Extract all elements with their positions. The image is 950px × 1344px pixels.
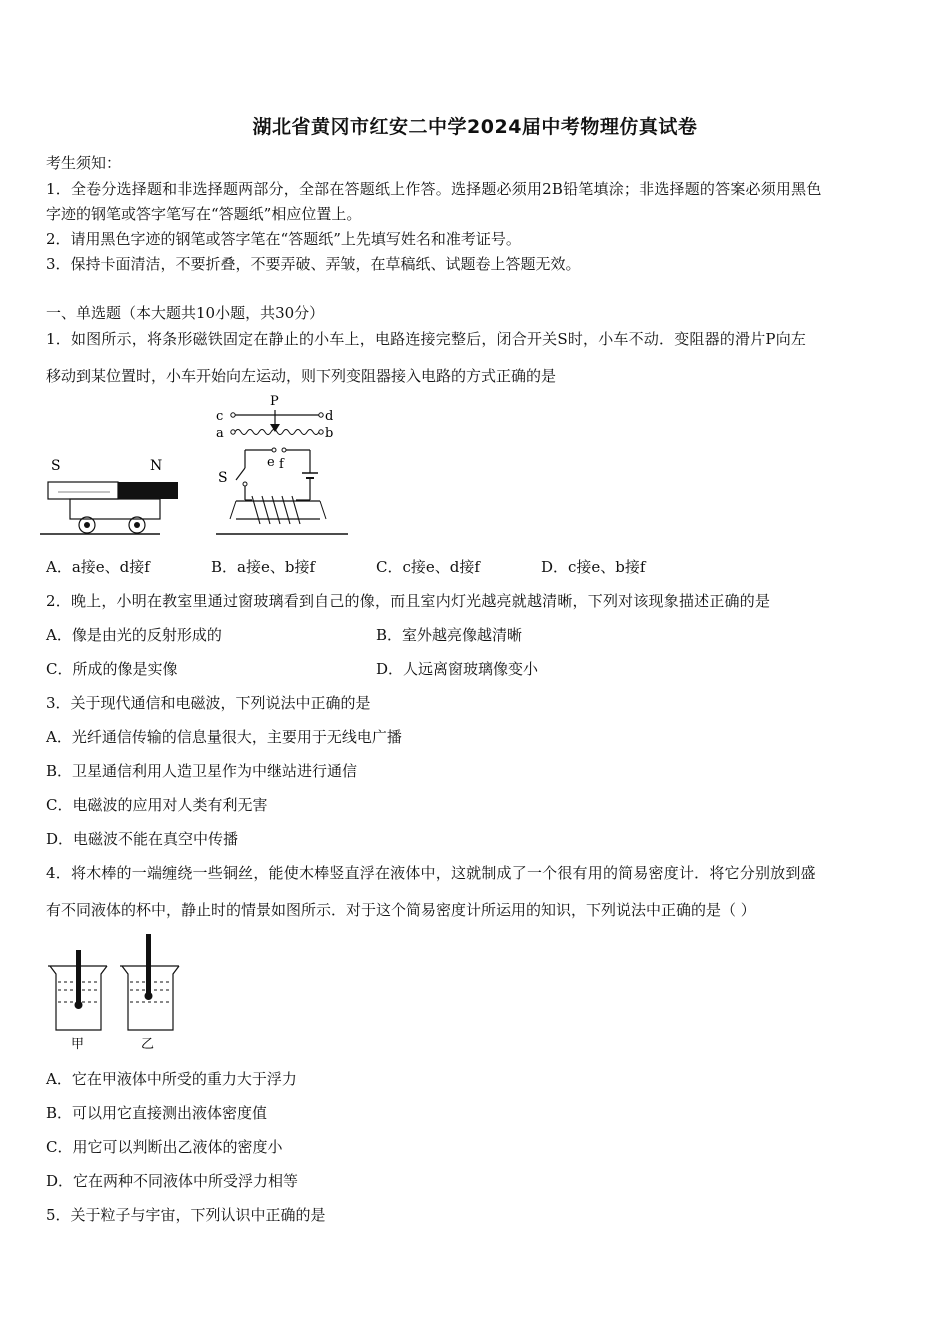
q4-stem-line2: 有不同液体的杯中，静止时的情景如图所示．对于这个简易密度计所运用的知识，下列说法中正确的是（ ） — [46, 901, 756, 919]
q4-option-b: B．可以用它直接测出液体密度值 — [46, 1104, 268, 1122]
q3-stem: 3．关于现代通信和电磁波，下列说法中正确的是 — [46, 694, 371, 712]
q3-option-c: C．电磁波的应用对人类有利无害 — [46, 796, 268, 814]
label-a: a — [216, 426, 224, 441]
q1-figure — [40, 388, 360, 540]
q3-option-d: D．电磁波不能在真空中传播 — [46, 830, 239, 848]
label-jia: 甲 — [71, 1037, 85, 1052]
label-b: b — [325, 426, 334, 441]
section-heading: 一、单选题（本大题共10小题，共30分） — [46, 304, 325, 322]
label-switch-s: S — [218, 470, 228, 486]
label-s-pole: S — [51, 458, 61, 474]
label-n-pole: N — [150, 458, 163, 474]
q4-stem-line1: 4．将木棒的一端缠绕一些铜丝，能使木棒竖直浮在液体中，这就制成了一个很有用的简易密度计．将它分别放到盛 — [46, 864, 816, 882]
q3-option-a: A．光纤通信传输的信息量很大，主要用于无线电广播 — [46, 728, 402, 746]
notice-item-1-cont: 字迹的钢笔或答字笔写在“答题纸”相应位置上。 — [46, 205, 362, 223]
q1-option-d: D．c接e、b接f — [541, 558, 646, 576]
q2-option-a: A．像是由光的反射形成的 — [46, 626, 222, 644]
q1-option-b: B．a接e、b接f — [211, 558, 315, 576]
q2-stem: 2．晚上，小明在教室里通过窗玻璃看到自己的像，而且室内灯光越亮就越清晰，下列对该现象描述正确的是 — [46, 592, 771, 610]
notice-item-2: 2．请用黑色字迹的钢笔或答字笔在“答题纸”上先填写姓名和准考证号。 — [46, 230, 521, 248]
label-f: f — [279, 457, 284, 472]
label-d: d — [325, 409, 334, 424]
label-e: e — [267, 455, 275, 470]
q3-option-b: B．卫星通信利用人造卫星作为中继站进行通信 — [46, 762, 358, 780]
q1-option-c: C．c接e、d接f — [376, 558, 480, 576]
q4-figure — [44, 930, 194, 1052]
q1-option-a: A．a接e、d接f — [46, 558, 150, 576]
q1-stem-line2: 移动到某位置时，小车开始向左运动，则下列变阻器接入电路的方式正确的是 — [46, 367, 557, 385]
notice-heading: 考生须知： — [46, 154, 122, 172]
q2-option-c: C．所成的像是实像 — [46, 660, 178, 678]
q2-option-b: B．室外越亮像越清晰 — [376, 626, 523, 644]
q4-option-d: D．它在两种不同液体中所受浮力相等 — [46, 1172, 299, 1190]
page-title: 湖北省黄冈市红安二中学2024届中考物理仿真试卷 — [252, 116, 698, 138]
notice-item-1: 1．全卷分选择题和非选择题两部分，全部在答题纸上作答。选择题必须用2B铅笔填涂；非选择题的答案必须用黑色 — [46, 180, 822, 198]
q2-option-d: D．人远离窗玻璃像变小 — [376, 660, 539, 678]
label-yi: 乙 — [141, 1037, 155, 1052]
label-p: P — [270, 394, 279, 409]
label-c: c — [216, 409, 224, 424]
q4-option-a: A．它在甲液体中所受的重力大于浮力 — [46, 1070, 297, 1088]
q5-stem: 5．关于粒子与宇宙，下列认识中正确的是 — [46, 1206, 326, 1224]
notice-item-3: 3．保持卡面清洁，不要折叠，不要弄破、弄皱，在草稿纸、试题卷上答题无效。 — [46, 255, 581, 273]
q1-stem-line1: 1．如图所示，将条形磁铁固定在静止的小车上，电路连接完整后，闭合开关S时，小车不动．变阻器的滑片P向左 — [46, 330, 807, 348]
q4-option-c: C．用它可以判断出乙液体的密度小 — [46, 1138, 283, 1156]
